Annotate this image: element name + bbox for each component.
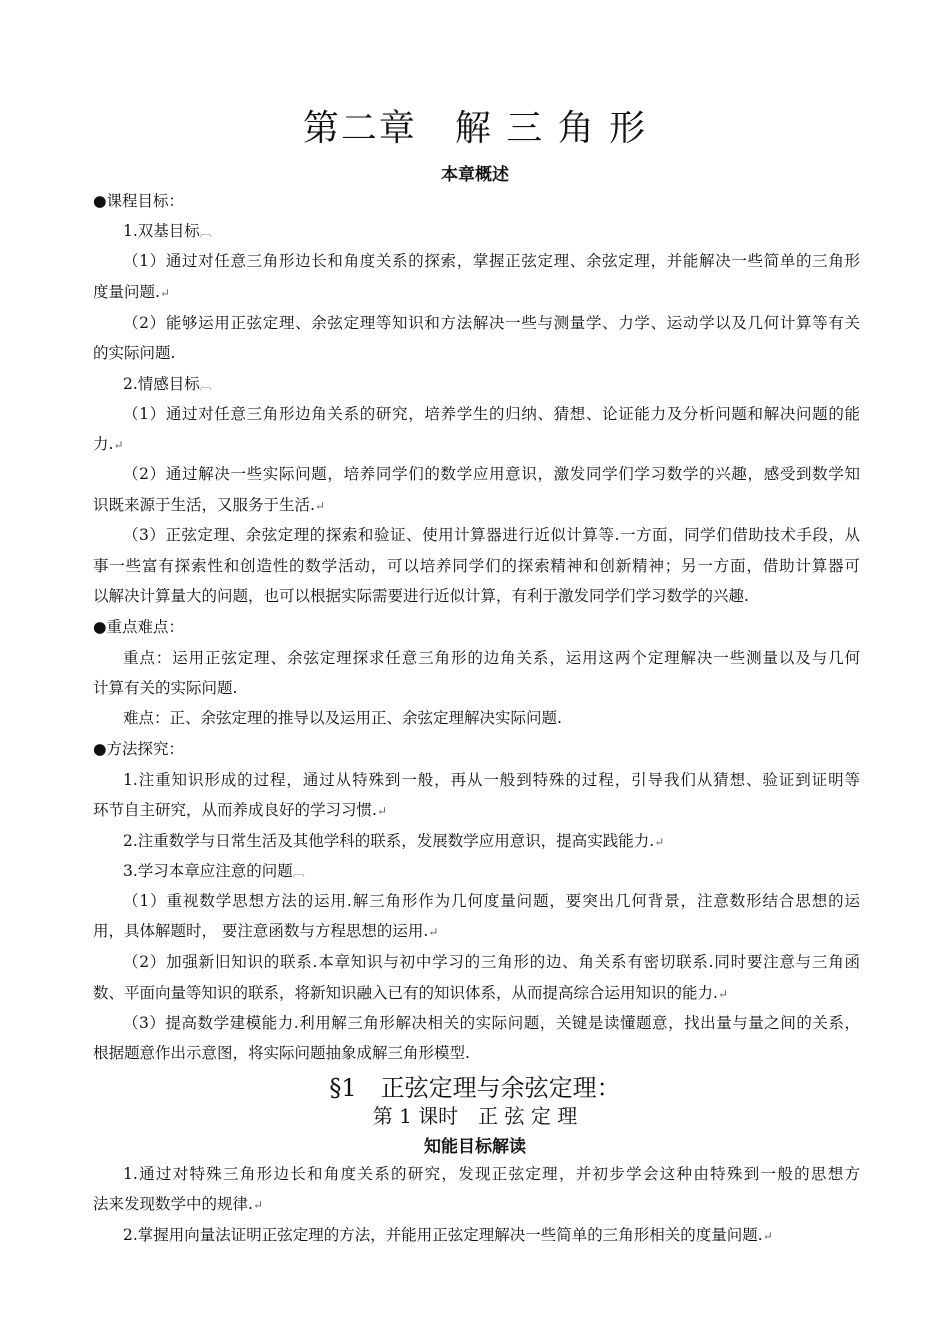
paragraph-line: 2.掌握用向量法证明正弦定理的方法，并能用正弦定理解决一些简单的三角形相关的度量问题.↵ bbox=[123, 1226, 773, 1244]
paragraph-line: （2）能够运用正弦定理、余弦定理等知识和方法解决一些与测量学、力学、运动学以及几何计算等有关 bbox=[123, 314, 860, 332]
paragraph-line: 用，具体解题时， 要注意函数与方程思想的运用.↵ bbox=[93, 922, 439, 940]
paragraph-line: （1）通过对任意三角形边长和角度关系的探索，掌握正弦定理、余弦定理，并能解决一些简单的三角形 bbox=[123, 252, 860, 270]
emotional-goals-label: 2.情感目标︹ bbox=[123, 375, 212, 393]
paragraph-line: （3）正弦定理、余弦定理的探索和验证、使用计算器进行近似计算等.一方面，同学们借助技术手段，从 bbox=[123, 526, 860, 544]
overview-heading: 本章概述 bbox=[441, 165, 509, 185]
objectives-heading: 知能目标解读 bbox=[424, 1137, 526, 1157]
paragraph-line: 事一些富有探索性和创造性的数学活动，可以培养同学们的探索精神和创新精神；另一方面，借助计算器可 bbox=[93, 557, 860, 575]
paragraph-line: 2.注重数学与日常生活及其他学科的联系，发展数学应用意识，提高实践能力.↵ bbox=[123, 832, 665, 850]
paragraph-mark: ↵ bbox=[113, 438, 124, 452]
paragraph-line: 1.通过对特殊三角形边长和角度关系的研究，发现正弦定理，并初步学会这种由特殊到一般的思想方 bbox=[123, 1165, 860, 1183]
paragraph-line: （1）通过对任意三角形边角关系的研究，培养学生的归纳、猜想、论证能力及分析问题和解决问题的能 bbox=[123, 405, 860, 423]
paragraph-line: （3）提高数学建模能力.利用解三角形解决相关的实际问题，关键是读懂题意，找出量与量之间的关系， bbox=[123, 1014, 860, 1032]
paragraph-line: （1）重视数学思想方法的运用.解三角形作为几何度量问题，要突出几何背景，注意数形结合思想的运 bbox=[123, 892, 860, 910]
paragraph-line: 以解决计算量大的问题，也可以根据实际需要进行近似计算，有利于激发同学们学习数学的兴趣. bbox=[93, 587, 749, 605]
lesson-title: 第 1 课时 正 弦 定 理 bbox=[372, 1104, 578, 1128]
paragraph-mark: ↵ bbox=[654, 835, 665, 849]
course-goals-heading: ●课程目标： bbox=[93, 192, 185, 210]
paragraph-mark: ↵ bbox=[428, 925, 439, 939]
dual-basic-goals-label: 1.双基目标︹ bbox=[123, 222, 212, 240]
paragraph-mark: ↵ bbox=[252, 1198, 263, 1212]
colon-mark: ︹ bbox=[292, 865, 305, 879]
paragraph-line: 根据题意作出示意图，将实际问题抽象成解三角形模型. bbox=[93, 1044, 470, 1062]
section-title: §1 正弦定理与余弦定理： bbox=[329, 1074, 621, 1102]
paragraph-line: 法来发现数学中的规律.↵ bbox=[93, 1195, 263, 1213]
paragraph-mark: ↵ bbox=[376, 804, 387, 818]
paragraph-mark: ↵ bbox=[762, 1229, 773, 1243]
paragraph-line: 度量问题.↵ bbox=[93, 283, 170, 301]
paragraph-mark: ↵ bbox=[314, 499, 325, 513]
colon-mark: ︹ bbox=[199, 225, 212, 239]
paragraph-line: （2）加强新旧知识的联系.本章知识与初中学习的三角形的边、角关系有密切联系.同时要注意与三角函 bbox=[123, 953, 860, 971]
paragraph-line: 重点：运用正弦定理、余弦定理探求任意三角形的边角关系，运用这两个定理解决一些测量以及与几何 bbox=[123, 649, 860, 667]
paragraph-mark: ↵ bbox=[717, 987, 728, 1001]
methods-heading: ●方法探究： bbox=[93, 740, 185, 758]
paragraph-line: 识既来源于生活，又服务于生活.↵ bbox=[93, 496, 325, 514]
paragraph-line: 力.↵ bbox=[93, 435, 124, 453]
paragraph-line: 1.注重知识形成的过程，通过从特殊到一般，再从一般到特殊的过程，引导我们从猜想、验证到证明等 bbox=[123, 771, 860, 789]
paragraph-line: 环节自主研究，从而养成良好的学习习惯.↵ bbox=[93, 801, 387, 819]
chapter-title: 第二章 解 三 角 形 bbox=[302, 108, 648, 149]
paragraph-line: （2）通过解决一些实际问题，培养同学们的数学应用意识，激发同学们学习数学的兴趣，感受到数学知 bbox=[123, 465, 860, 483]
paragraph-line: 的实际问题. bbox=[93, 344, 176, 362]
paragraph-line: 数、平面向量等知识的联系，将新知识融入已有的知识体系，从而提高综合运用知识的能力.↵ bbox=[93, 984, 728, 1002]
colon-mark: ︹ bbox=[199, 378, 212, 392]
paragraph-line: 计算有关的实际问题. bbox=[93, 679, 238, 697]
notes-label: 3.学习本章应注意的问题︹ bbox=[123, 862, 305, 880]
paragraph-line: 难点：正、余弦定理的推导以及运用正、余弦定理解决实际问题. bbox=[123, 709, 562, 727]
paragraph-mark: ↵ bbox=[159, 286, 170, 300]
key-points-heading: ●重点难点： bbox=[93, 618, 185, 636]
